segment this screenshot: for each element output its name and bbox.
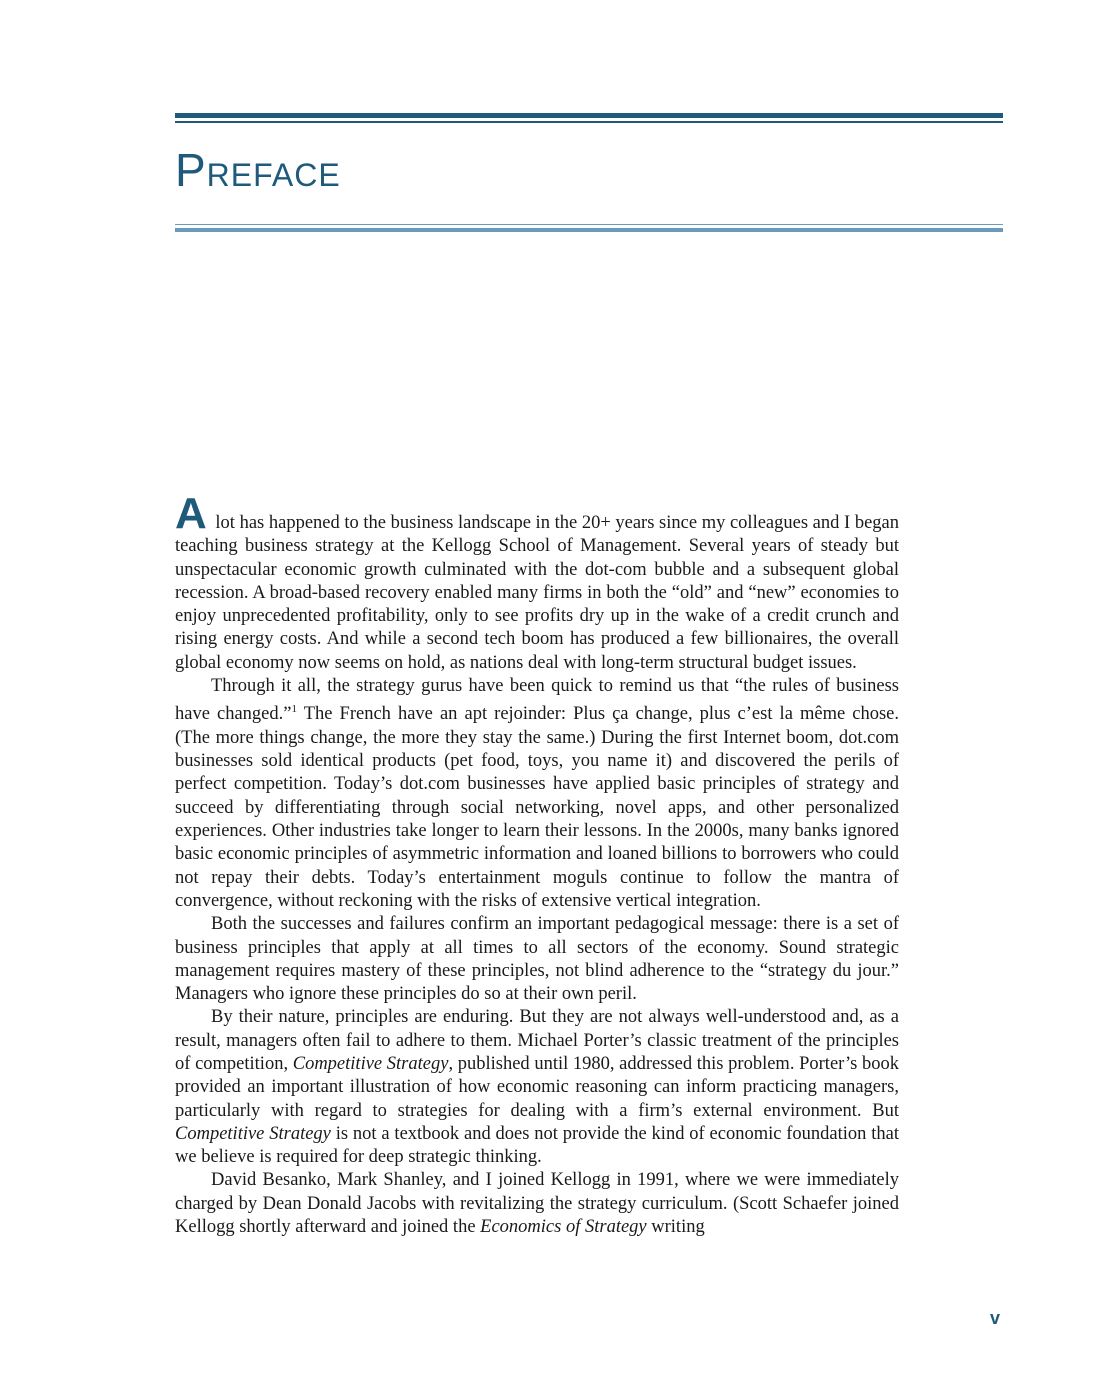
paragraph-4 <box>175 1006 899 1169</box>
title-underline-thin <box>175 224 1003 225</box>
paragraph-2-text-a: Through it all, the strategy gurus have been quick to remind us that “the rules of business have changed.” <box>175 676 899 725</box>
header-rule-thick <box>175 113 1003 118</box>
book-title-1: Competitive Strategy <box>292 1053 449 1074</box>
book-title-3: Economics of Strategy <box>480 1217 647 1238</box>
paragraph-4-text-a: By their nature, principles are enduring. But they are not always well-understood and, as a result, managers often fail to adhere to them. Michael Porter’s classic treatment of the principles of competition, <box>175 1007 899 1074</box>
header-rule-thin <box>175 121 1003 123</box>
title-underline-thick <box>175 228 1003 232</box>
paragraph-2 <box>175 675 899 913</box>
paragraph-4-text-c: is not a textbook and does not provide the kind of economic foundation that we believe is required for deep strategic thinking. <box>175 1123 899 1168</box>
drop-cap: A <box>175 489 207 538</box>
body-text <box>175 489 899 1239</box>
page-number: v <box>990 1308 1001 1328</box>
footnote-marker: 1 <box>291 703 297 716</box>
paragraph-5-text-a: David Besanko, Mark Shanley, and I joined Kellogg in 1991, where we were immediately charged by Dean Donald Jacobs with revitalizing the strategy curriculum. (Scott Schaefer joined Kellogg shortly afterward and joined the <box>175 1170 899 1238</box>
paragraph-5-text-b: writing <box>646 1217 705 1238</box>
paragraph-1-text: lot has happened to the business landscape in the 20+ years since my colleagues and I began teaching business strategy at the Kellogg School of Management. Several years of steady but unspectacular economic growth culminated with the dot-com bubble and a subsequent global recession. A broad-based recovery enabled many firms in both the “old” and “new” economies to enjoy unprecedented profitability, only to see profits dry up in the wake of a credit crunch and rising energy costs. And while a second tech boom has produced a few billionaires, the overall global economy now seems on hold, as nations deal with long-term structural budget issues. <box>175 513 899 673</box>
paragraph-4-text-b: , published until 1980, addressed this problem. Porter’s book provided an important illustration of how economic reasoning can inform practicing managers, particularly with regard to strategies for dealing with a firm’s external environment. But <box>175 1053 899 1121</box>
book-title-2: Competitive Strategy <box>175 1123 331 1144</box>
chapter-title: Preface <box>175 144 341 196</box>
paragraph-1 <box>175 489 899 675</box>
paragraph-3: Both the successes and failures confirm an important pedagogical message: there is a set of business principles that apply at all times to all sectors of the economy. Sound strategic management requires mastery of these principles, not blind adherence to the “strategy du jour.” Managers who ignore these principles do so at their own peril. <box>175 914 899 1005</box>
paragraph-5 <box>175 1169 899 1239</box>
paragraph-2-text-b: The French have an apt rejoinder: Plus ça change, plus c’est la même chose. (The more things change, the more they stay the same.) During the first Internet boom, dot.com businesses sold identical products (pet food, toys, you name it) and discovered the perils of perfect competition. Today’s dot.com businesses have applied basic principles of strategy and succeed by differentiating through social networking, novel apps, and other personalized experiences. Other industries take longer to learn their lessons. In the 2000s, many banks ignored basic economic principles of asymmetric information and loaned billions to borrowers who could not repay their debts. Today’s entertainment moguls continue to follow the mantra of convergence, without reckoning with the risks of extensive vertical integration. <box>175 704 899 911</box>
